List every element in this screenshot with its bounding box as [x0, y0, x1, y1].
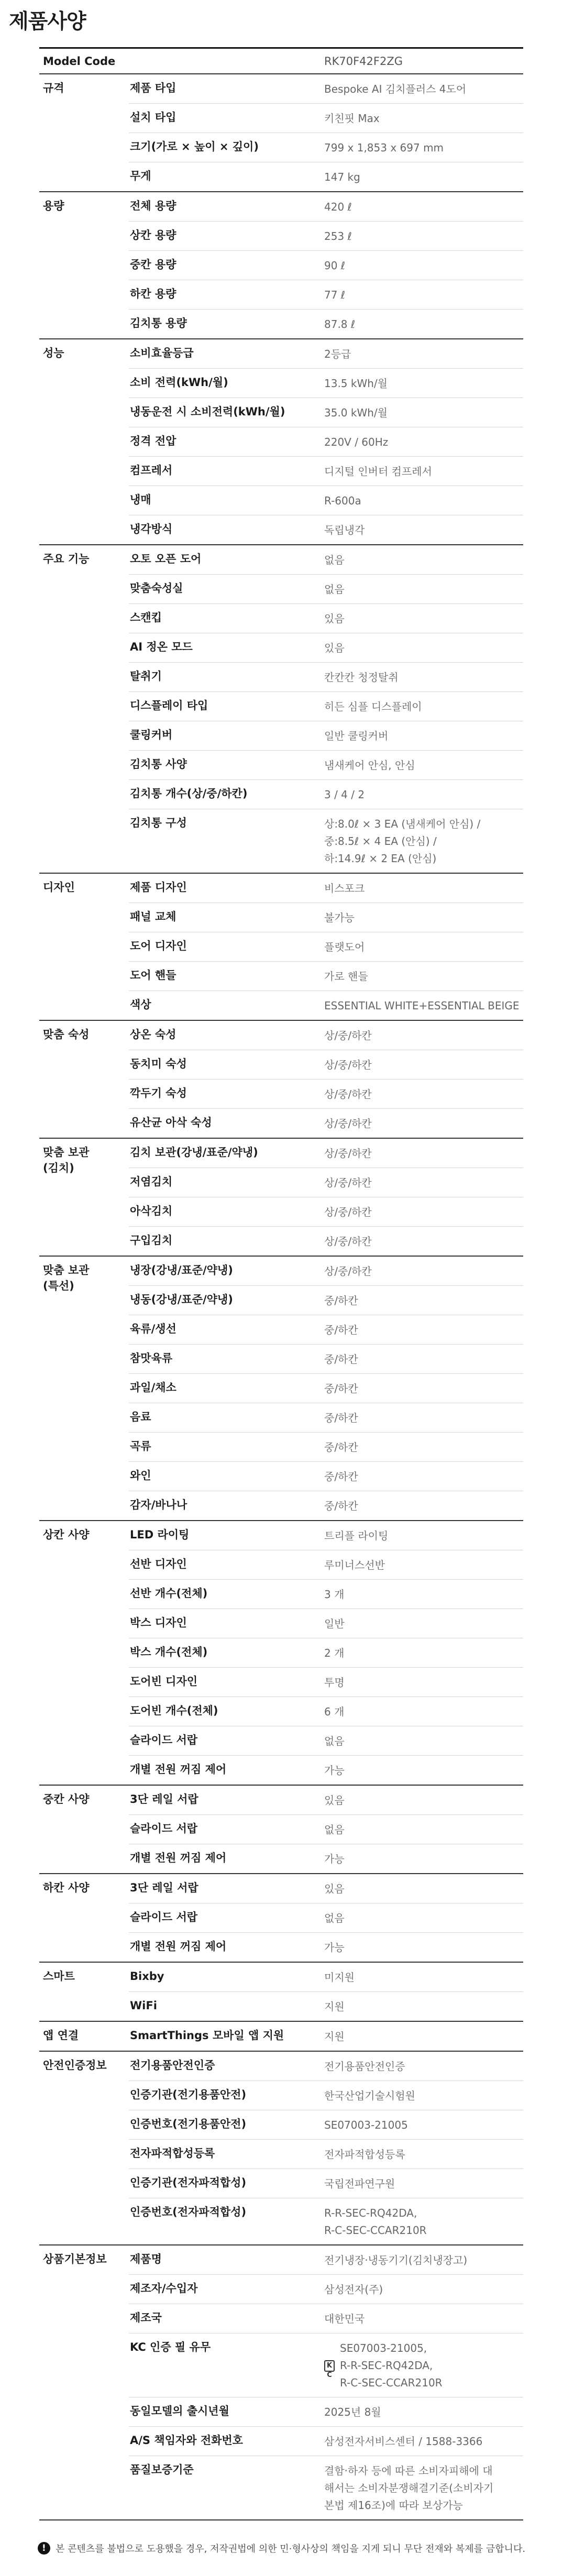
- spec-label: 컴프레서: [130, 464, 173, 477]
- spec-row: [129, 1697, 523, 1726]
- spec-group-label: 디자인: [43, 881, 75, 894]
- spec-group: [39, 874, 523, 1021]
- spec-group: [39, 2022, 523, 2052]
- spec-label: 선반 개수(전체): [130, 1587, 208, 1600]
- spec-value: 253 ℓ: [324, 230, 352, 243]
- spec-value: 일반: [324, 1617, 345, 1630]
- spec-label: 맞춤숙성실: [130, 582, 183, 595]
- spec-row: [129, 1168, 523, 1197]
- spec-value: 2 개: [324, 1647, 345, 1659]
- spec-row: [129, 1609, 523, 1638]
- spec-group: [39, 1963, 523, 2022]
- spec-value: 87.8 ℓ: [324, 318, 356, 331]
- page-title: 제품사양: [9, 10, 86, 34]
- spec-label: 3단 레일 서랍: [130, 1793, 198, 1806]
- kc-cert-line: [324, 2357, 523, 2379]
- spec-row: [129, 1227, 523, 1256]
- spec-value: [324, 2333, 523, 2397]
- spec-row: [129, 515, 523, 544]
- spec-row: [129, 1109, 523, 1138]
- spec-label: LED 라이팅: [130, 1528, 190, 1541]
- spec-group-rows: [129, 1521, 523, 1785]
- spec-value: 중/하칸: [324, 1470, 358, 1483]
- spec-value: 없음: [324, 1735, 345, 1747]
- spec-value: 삼성전자서비스센터 / 1588-3366: [324, 2435, 483, 2448]
- model-code-label: Model Code: [43, 54, 116, 68]
- spec-label: 김치통 개수(상/중/하칸): [130, 787, 248, 800]
- spec-value: 3 / 4 / 2: [324, 788, 365, 801]
- spec-value: 디지털 인버터 컴프레서: [324, 465, 432, 478]
- spec-row: [129, 192, 523, 222]
- spec-label: 냉장(강냉/표준/약냉): [130, 1264, 233, 1276]
- spec-value: 상/중/하칸: [324, 1206, 372, 1218]
- kc-cert-number: SE07003-21005,: [340, 2342, 427, 2354]
- spec-group: [39, 2245, 523, 2520]
- spec-value: 있음: [324, 612, 345, 625]
- spec-group-label: 맞춤 숙성: [43, 1028, 90, 1041]
- spec-row: [129, 1491, 523, 1520]
- spec-row: [129, 2110, 523, 2140]
- spec-group-label: 용량: [43, 200, 64, 212]
- spec-value: 없음: [324, 583, 345, 596]
- spec-value: 2등급: [324, 348, 351, 360]
- spec-group: [39, 74, 523, 192]
- spec-value: 일반 쿨링커버: [324, 730, 389, 742]
- spec-value: 트리플 라이팅: [324, 1529, 389, 1542]
- spec-row: [129, 1963, 523, 1992]
- spec-label: 색상: [130, 998, 151, 1011]
- spec-value: R-R-SEC-RQ42DA, R-C-SEC-CCAR210R: [324, 2207, 427, 2237]
- kc-cert-number: R-R-SEC-RQ42DA,: [340, 2359, 433, 2372]
- kc-cert-line: [324, 2374, 523, 2392]
- spec-group-rows: [129, 2245, 523, 2519]
- spec-label: 쿨링커버: [130, 729, 173, 741]
- spec-group-label: 상품기본정보: [43, 2253, 107, 2265]
- spec-value: 루미너스선반: [324, 1559, 385, 1571]
- spec-value: 전자파적합성등록: [324, 2148, 405, 2161]
- spec-row: [129, 486, 523, 515]
- spec-value: 한국산업기술시험원: [324, 2089, 415, 2102]
- warning-icon: !: [38, 2542, 50, 2555]
- spec-value: 미지원: [324, 1971, 355, 1984]
- spec-value: 상/중/하칸: [324, 1088, 372, 1100]
- spec-label: 슬라이드 서랍: [130, 1822, 198, 1835]
- spec-label: 개별 전원 꺼짐 제어: [130, 1763, 227, 1776]
- spec-row: [129, 692, 523, 721]
- spec-label: 소비 전력(kWh/월): [130, 376, 228, 389]
- spec-label: 인증기관(전자파적합성): [130, 2176, 247, 2189]
- spec-row: [129, 162, 523, 191]
- spec-value: 가능: [324, 1764, 345, 1777]
- spec-value: 중/하칸: [324, 1353, 358, 1366]
- spec-value: 중/하칸: [324, 1412, 358, 1424]
- spec-row: [129, 2333, 523, 2397]
- spec-row: [129, 809, 523, 873]
- spec-group-rows: [129, 1963, 523, 2021]
- spec-row: [129, 1903, 523, 1933]
- spec-label: 제품 타입: [130, 82, 176, 94]
- spec-row: [129, 903, 523, 932]
- spec-label: 상칸 용량: [130, 229, 176, 241]
- spec-value: ESSENTIAL WHITE+ESSENTIAL BEIGE: [324, 999, 520, 1012]
- spec-group-rows: [129, 1874, 523, 1962]
- spec-label: 인증번호(전자파적합성): [130, 2206, 247, 2218]
- spec-row: [129, 1286, 523, 1315]
- spec-label: 참맛육류: [130, 1352, 173, 1364]
- spec-group: [39, 339, 523, 545]
- spec-label: 디스플레이 타입: [130, 699, 208, 712]
- spec-row: [129, 663, 523, 692]
- spec-row: [129, 1345, 523, 1374]
- spec-group: [39, 1257, 523, 1521]
- spec-row: [129, 1992, 523, 2021]
- spec-row: [129, 1815, 523, 1844]
- spec-label: A/S 책임자와 전화번호: [130, 2434, 243, 2447]
- spec-value: 국립전파연구원: [324, 2177, 395, 2190]
- spec-label: 냉각방식: [130, 523, 173, 535]
- spec-value: SE07003-21005: [324, 2119, 408, 2131]
- spec-label: 김치 보관(강냉/표준/약냉): [130, 1146, 258, 1159]
- kc-cert-number: R-C-SEC-CCAR210R: [340, 2376, 443, 2389]
- spec-group: [39, 545, 523, 874]
- spec-row: [129, 751, 523, 780]
- spec-row: [129, 633, 523, 663]
- spec-label: 오토 오픈 도어: [130, 553, 202, 565]
- spec-value: 상/중/하칸: [324, 1176, 372, 1189]
- spec-label: 냉동운전 시 소비전력(kWh/월): [130, 405, 285, 418]
- spec-label: 제조자/수입자: [130, 2282, 198, 2295]
- spec-row: [129, 721, 523, 751]
- spec-row: [129, 545, 523, 575]
- kc-cert-line: [324, 2340, 523, 2357]
- spec-row: [129, 2140, 523, 2169]
- spec-value: 중/하칸: [324, 1441, 358, 1454]
- spec-label: 감자/바나나: [130, 1499, 187, 1511]
- copyright-notice: [0, 2541, 563, 2555]
- spec-value: 있음: [324, 642, 345, 654]
- spec-label: 개별 전원 꺼짐 제어: [130, 1940, 227, 1953]
- spec-label: 설치 타입: [130, 111, 176, 124]
- spec-group: [39, 192, 523, 339]
- spec-row: [129, 2245, 523, 2275]
- spec-row: [129, 1139, 523, 1168]
- spec-value: 중/하칸: [324, 1324, 358, 1336]
- spec-value: 플랫도어: [324, 941, 365, 953]
- spec-row: [129, 932, 523, 962]
- spec-row: [129, 339, 523, 369]
- spec-group: [39, 1139, 523, 1257]
- spec-value: 불가능: [324, 911, 355, 924]
- spec-value: 결함·하자 등에 따른 소비자피해에 대 해서는 소비자분쟁해결기준(소비자기 본법 제16조)에 따라 보상가능: [324, 2464, 494, 2512]
- spec-value: 상:8.0ℓ × 3 EA (냄새케어 안심) / 중:8.5ℓ × 4 EA (안심) / 하:14.9ℓ × 2 EA (안심): [324, 818, 481, 865]
- spec-row: [129, 2397, 523, 2427]
- spec-label: 품질보증기준: [130, 2463, 194, 2476]
- spec-label: 선반 디자인: [130, 1558, 187, 1570]
- spec-value: 없음: [324, 1912, 345, 1924]
- spec-row: [129, 1080, 523, 1109]
- spec-row: [129, 962, 523, 991]
- spec-value: 상/중/하칸: [324, 1235, 372, 1248]
- spec-value: 냄새케어 안심, 안심: [324, 759, 415, 772]
- spec-row: [129, 457, 523, 486]
- spec-group: [39, 1021, 523, 1139]
- spec-row: [129, 2427, 523, 2456]
- spec-value: 전기냉장·냉동기기(김치냉장고): [324, 2254, 468, 2266]
- spec-row: [129, 398, 523, 427]
- spec-row: [129, 780, 523, 809]
- spec-value: 비스포크: [324, 882, 365, 895]
- spec-label: 김치통 구성: [130, 817, 187, 829]
- spec-row: [129, 575, 523, 604]
- spec-label: 제품 디자인: [130, 881, 187, 894]
- spec-group-label: 맞춤 보관 (김치): [43, 1146, 90, 1174]
- spec-label: 과일/채소: [130, 1381, 176, 1394]
- spec-value: 3 개: [324, 1588, 345, 1601]
- spec-row: [129, 1638, 523, 1668]
- spec-group-rows: [129, 1786, 523, 1873]
- spec-value: 없음: [324, 554, 345, 566]
- spec-row: [129, 1786, 523, 1815]
- spec-row: [129, 1668, 523, 1697]
- spec-value: 있음: [324, 1794, 345, 1807]
- spec-label: 전기용품안전인증: [130, 2059, 215, 2072]
- spec-value: 90 ℓ: [324, 259, 346, 272]
- spec-value: 독립냉각: [324, 524, 365, 536]
- spec-group-label: 안전인증정보: [43, 2059, 107, 2072]
- spec-row: [129, 2081, 523, 2110]
- spec-row: [129, 74, 523, 104]
- spec-label: 슬라이드 서랍: [130, 1734, 198, 1746]
- spec-group: [39, 2052, 523, 2245]
- spec-row: [129, 1021, 523, 1050]
- spec-label: 도어빈 디자인: [130, 1675, 198, 1688]
- spec-group-label: 스마트: [43, 1970, 75, 1983]
- spec-row: [129, 1756, 523, 1785]
- spec-value: 있음: [324, 1883, 345, 1895]
- spec-value: 전기용품안전인증: [324, 2060, 405, 2073]
- spec-label: 탈취기: [130, 670, 162, 682]
- spec-value: 없음: [324, 1823, 345, 1836]
- spec-label: 김치통 사양: [130, 758, 187, 770]
- spec-label: 전체 용량: [130, 200, 176, 212]
- spec-label: 3단 레일 서랍: [130, 1881, 198, 1894]
- spec-row: [129, 2275, 523, 2304]
- spec-label: 박스 개수(전체): [130, 1646, 208, 1658]
- spec-label: 도어빈 개수(전체): [130, 1704, 218, 1717]
- spec-row: [129, 2198, 523, 2244]
- model-code-row: [39, 49, 523, 74]
- spec-label: 개별 전원 꺼짐 제어: [130, 1852, 227, 1864]
- spec-label: 슬라이드 서랍: [130, 1911, 198, 1923]
- spec-row: [129, 1726, 523, 1756]
- spec-label: 제조국: [130, 2311, 162, 2324]
- spec-label: 깍두기 숙성: [130, 1087, 187, 1099]
- spec-label: 와인: [130, 1469, 151, 1482]
- spec-label: 박스 디자인: [130, 1616, 187, 1629]
- spec-row: [129, 874, 523, 903]
- spec-group: [39, 1521, 523, 1786]
- spec-group-label: 앱 연결: [43, 2029, 79, 2042]
- spec-label: WiFi: [130, 1999, 157, 2012]
- spec-value: 2025년 8월: [324, 2406, 381, 2418]
- spec-value: 상/중/하칸: [324, 1147, 372, 1160]
- spec-label: 도어 디자인: [130, 940, 187, 952]
- spec-label: 스캔킵: [130, 611, 162, 624]
- spec-value: 220V / 60Hz: [324, 436, 389, 448]
- spec-group: [39, 1874, 523, 1963]
- spec-row: [129, 1933, 523, 1962]
- spec-row: [129, 1462, 523, 1491]
- spec-label: 저염김치: [130, 1175, 173, 1188]
- spec-row: [129, 2169, 523, 2198]
- spec-label: 육류/생선: [130, 1323, 176, 1335]
- spec-row: [129, 427, 523, 457]
- spec-group-label: 성능: [43, 347, 64, 359]
- spec-group-label: 주요 기능: [43, 553, 90, 565]
- spec-value: 35.0 kWh/월: [324, 406, 388, 419]
- spec-value: Bespoke AI 김치플러스 4도어: [324, 83, 467, 95]
- spec-value: 중/하칸: [324, 1294, 358, 1307]
- spec-label: 전자파적합성등록: [130, 2147, 215, 2160]
- spec-value: 투명: [324, 1676, 345, 1689]
- spec-label: 곡류: [130, 1440, 151, 1452]
- spec-row: [129, 1197, 523, 1227]
- spec-label: 동일모델의 출시년월: [130, 2405, 229, 2417]
- spec-label: 냉매: [130, 493, 151, 506]
- spec-value: 중/하칸: [324, 1382, 358, 1395]
- spec-value: 키친핏 Max: [324, 112, 380, 125]
- spec-row: [129, 280, 523, 310]
- spec-group-rows: [129, 2022, 523, 2051]
- spec-label: 유산균 아삭 숙성: [130, 1116, 212, 1129]
- spec-label: 구입김치: [130, 1234, 173, 1247]
- spec-value: 799 x 1,853 x 697 mm: [324, 141, 444, 154]
- spec-row: [129, 991, 523, 1020]
- spec-row: [129, 2456, 523, 2519]
- spec-label: 상온 숙성: [130, 1028, 176, 1041]
- spec-value: 상/중/하칸: [324, 1029, 372, 1042]
- spec-value: 가로 핸들: [324, 970, 368, 983]
- spec-label: SmartThings 모바일 앱 지원: [130, 2029, 284, 2042]
- spec-group-rows: [129, 2052, 523, 2244]
- spec-value: 147 kg: [324, 171, 360, 183]
- spec-group-rows: [129, 545, 523, 873]
- spec-group-label: 맞춤 보관 (특선): [43, 1264, 90, 1292]
- spec-value: 가능: [324, 1853, 345, 1865]
- spec-group-label: 규격: [43, 82, 64, 94]
- spec-row: [129, 604, 523, 633]
- spec-label: 냉동(강냉/표준/약냉): [130, 1293, 233, 1306]
- spec-group-label: 하칸 사양: [43, 1881, 90, 1894]
- spec-group-rows: [129, 1021, 523, 1138]
- spec-row: [129, 2022, 523, 2051]
- spec-label: 도어 핸들: [130, 969, 176, 982]
- spec-row: [129, 1403, 523, 1433]
- spec-value: 칸칸칸 청정탈취: [324, 671, 399, 684]
- spec-row: [129, 222, 523, 251]
- spec-label: 동치미 숙성: [130, 1058, 187, 1070]
- spec-label: 인증번호(전기용품안전): [130, 2118, 247, 2130]
- spec-row: [129, 1257, 523, 1286]
- model-code-value: RK70F42F2ZG: [324, 54, 403, 68]
- spec-label: 중칸 용량: [130, 258, 176, 271]
- spec-row: [129, 1374, 523, 1403]
- spec-label: AI 정온 모드: [130, 641, 193, 653]
- spec-row: [129, 2304, 523, 2333]
- spec-value: 상/중/하칸: [324, 1059, 372, 1071]
- spec-value: 대한민국: [324, 2313, 365, 2325]
- spec-row: [129, 1050, 523, 1080]
- spec-table: [39, 47, 523, 2520]
- spec-value: 지원: [324, 2030, 345, 2043]
- spec-row: [129, 1521, 523, 1550]
- spec-value: 6 개: [324, 1705, 345, 1718]
- spec-group-rows: [129, 339, 523, 544]
- spec-label: 패널 교체: [130, 910, 176, 923]
- spec-row: [129, 1844, 523, 1873]
- spec-value: 삼성전자(주): [324, 2283, 383, 2296]
- spec-label: Bixby: [130, 1970, 164, 1983]
- spec-group-label: 상칸 사양: [43, 1528, 90, 1541]
- spec-group-rows: [129, 192, 523, 338]
- spec-group: [39, 1786, 523, 1874]
- spec-label: 정격 전압: [130, 435, 176, 447]
- spec-row: [129, 1550, 523, 1580]
- spec-label: 김치통 용량: [130, 317, 187, 329]
- spec-value: R-600a: [324, 494, 361, 507]
- spec-value: 420 ℓ: [324, 201, 352, 213]
- spec-row: [129, 310, 523, 338]
- notice-text: 본 콘텐츠를 불법으로 도용했을 경우, 저작권법에 의한 민·형사상의 책임을 지게 되니 무단 전재와 복제를 금합니다.: [55, 2544, 526, 2555]
- spec-label: 음료: [130, 1411, 151, 1423]
- spec-row: [129, 1433, 523, 1462]
- spec-row: [129, 133, 523, 162]
- spec-label: 아삭김치: [130, 1205, 173, 1217]
- spec-value: 13.5 kWh/월: [324, 377, 388, 390]
- spec-label: 무게: [130, 170, 151, 182]
- spec-value: 상/중/하칸: [324, 1117, 372, 1130]
- spec-label: 제품명: [130, 2253, 162, 2265]
- spec-label: 인증기관(전기용품안전): [130, 2088, 247, 2101]
- spec-group-rows: [129, 1139, 523, 1256]
- spec-value: 지원: [324, 2000, 345, 2013]
- spec-label: 소비효율등급: [130, 347, 194, 359]
- spec-group-rows: [129, 874, 523, 1020]
- spec-row: [129, 251, 523, 280]
- spec-row: [129, 1580, 523, 1609]
- spec-label: 하칸 용량: [130, 288, 176, 300]
- spec-row: [129, 1315, 523, 1345]
- spec-row: [129, 369, 523, 398]
- kc-mark-icon: KC: [324, 2360, 335, 2372]
- spec-row: [129, 1874, 523, 1903]
- spec-value: 상/중/하칸: [324, 1265, 372, 1278]
- spec-group-rows: [129, 74, 523, 191]
- spec-row: [129, 2052, 523, 2081]
- spec-value: 히든 심플 디스플레이: [324, 700, 422, 713]
- spec-group-rows: [129, 1257, 523, 1520]
- spec-row: [129, 104, 523, 133]
- spec-value: 77 ℓ: [324, 289, 346, 301]
- spec-group-label: 중칸 사양: [43, 1793, 90, 1806]
- spec-value: 중/하칸: [324, 1500, 358, 1512]
- spec-label: KC 인증 필 유무: [130, 2341, 211, 2353]
- spec-label: 크기(가로 × 높이 × 깊이): [130, 140, 259, 153]
- spec-value: 가능: [324, 1941, 345, 1954]
